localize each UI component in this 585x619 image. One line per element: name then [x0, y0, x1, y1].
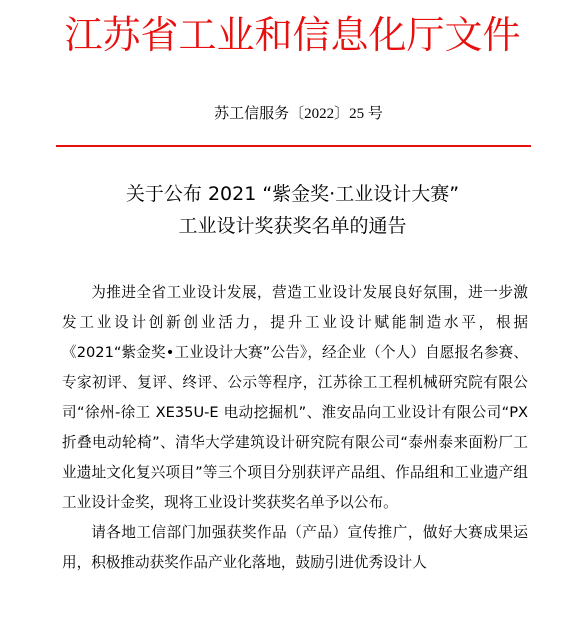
- notice-title-line2: 工业设计奖获奖名单的通告: [178, 215, 407, 237]
- body-paragraph-1: 为推进全省工业设计发展，营造工业设计发展良好氛围，进一步激发工业设计创新创业活力，提升工业设计赋能制造水平，根据《2021“紫金奖•工业设计大赛”公告》，经企业（个人）自愿报名参赛、专家初评、复评、终评、公示等程序，江苏徐工工程机械研究院有限公司“徐州-徐工 XE35U-E 电动挖掘机”、淮安品向工业设计有限公司“PX 折叠电动轮椅”、清华大学建筑设计研究院有限公司“泰州泰来面粉厂工业遗址文化复兴项目”等三个项目分别获评产品组、作品组和工业遗产组工业设计金奖，现将工业设计奖获奖名单予以公布。: [62, 284, 528, 511]
- notice-body: [62, 278, 528, 578]
- body-paragraph-2: 请各地工信部门加强获奖作品（产品）宣传推广，做好大赛成果运用，积极推动获奖作品产业化落地，鼓励引进优秀设计人: [62, 524, 528, 571]
- header-divider: [56, 145, 531, 147]
- issuer-masthead: 江苏省工业和信息化厅文件: [64, 13, 521, 57]
- document-number: 苏工信服务〔2022〕25 号: [214, 106, 383, 122]
- notice-title-line1: 关于公布 2021 “紫金奖·工业设计大赛”: [125, 183, 460, 205]
